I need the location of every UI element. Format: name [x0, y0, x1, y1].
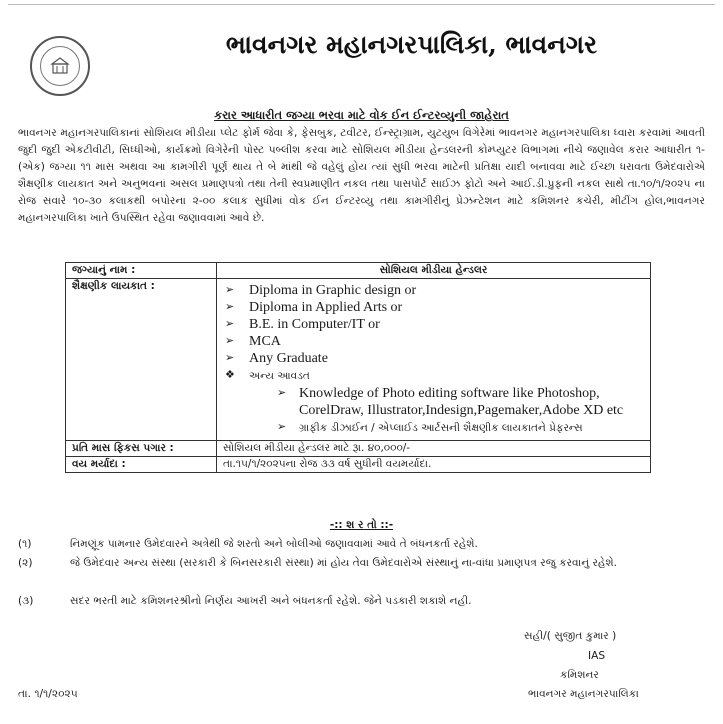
signature-designation: કમિશનર	[560, 669, 599, 681]
term-item	[18, 555, 705, 571]
arrow-bullet-icon: ➢	[225, 335, 235, 347]
term-text: નિમણૂંક પામનાર ઉમેદવારને અત્રેથી જે શરતો અને બોલીઓ જણાવવામાં આવે તે બંધનકર્તા રહેશે.	[70, 538, 478, 550]
top-divider	[8, 4, 715, 5]
term-number: (૩)	[18, 595, 34, 607]
table-row	[66, 457, 651, 473]
table-row	[66, 441, 651, 457]
term-item	[18, 536, 705, 552]
arrow-bullet-icon: ➢	[225, 284, 235, 296]
signature-name: સહી/( સુજીત કુમાર )	[524, 630, 617, 642]
post-name-value: સોશિયલ મીડીયા હેન્ડલર	[217, 263, 651, 279]
list-item: ➢ B.E. in Computer/IT or	[225, 317, 380, 332]
arrow-bullet-icon: ➢	[225, 352, 235, 364]
qualification-label: શૈક્ષણીક લાયકાત :	[66, 279, 217, 441]
diamond-bullet-icon: ❖	[225, 369, 235, 381]
list-item: ➢ Diploma in Graphic design or	[225, 283, 417, 298]
age-limit-value: તા.૧૫/૧/૨૦૨૫ના રોજ ૩૩ વર્ષ સુધીની વયમર્યાદા.	[217, 457, 651, 473]
arrow-bullet-icon: ➢	[277, 421, 287, 433]
list-item: ➢ Any Graduate	[225, 351, 328, 366]
salary-label: પ્રતિ માસ ફિકસ પગાર :	[66, 441, 217, 457]
list-item: ➢ MCA	[225, 334, 281, 349]
notice-body: ભાવનગર મહાનગરપાલિકાનાં સોશિયલ મીડીયા પ્લેટ ફોર્મ જેવા કે, ફેસબુક, ટવીટર, ઈન્સ્ટ્રાગ્રામ, યુટયુબ વિગેરેમાં ભાવનગર મહાનગરપાલિકા ધ્વારા કરવામાં આવતી જુદી જુદી એકટીવીટી, સિધ્ધીઓ, કાર્યક્રમો વિગેરેની પોસ્ટ પબ્લીશ કરવા માટે સોશિયલ મીડીયા હેન્ડલરની કોમ્પ્યુટર વિભાગમાં નીચે જણાવેલ કરાર આધારીત ૧-(એક) જગ્યા ૧૧ માસ અથવા આ કામગીરી પૂર્ણ થાય તે બે માંથી જે વહેલું હોય ત્યાં સુધી ભરવા માટેની પ્રતિક્ષા યાદી બનાવવા માટે ઈચ્છા ધરાવતા ઉમેદવારોએ શૈક્ષણીક લાયકાત અને અનુભવનાં અસલ પ્રમાણપત્રો તથા તેની સ્વપ્રમાણીત નકલ તથા પાસપોર્ટ સાઈઝ ફોટો અને આઈ.ડી.પ્રુફની નકલ સાથે તા.૧૦/૧/૨૦૨૫ ના રોજ સવારે ૧૦-૩૦ કલાકથી બપોરના ૨-૦૦ કલાક સુધીમાં વોક ઈન ઈન્ટરવ્યુ તથા કામગીરીનું પ્રેઝન્ટેશન માટે કમિશનર કચેરી, મીટીંગ હોલ,ભાવનગર મહાનગરપાલિકા ખાતે ઉપસ્થિત રહેવા જણાવવામાં આવે છે.	[18, 127, 705, 224]
term-text: જે ઉમેદવાર અન્ય સંસ્થા (સરકારી કે બિનસરકારી સંસ્થા) માં હોય તેવા ઉમેદવારોએ સંસ્થાનું ના-વાંધા પ્રમાણપત્ર રજુ કરવાનું રહેશે.	[70, 557, 618, 569]
notice-date: તા. ૧/૧/૨૦૨૫	[18, 688, 78, 700]
post-name-label: જગ્યાનું નામ :	[66, 263, 217, 279]
list-item: ➢ ગ્રાફીક ડીઝાઈન / એપ્લાઈડ આર્ટસની શૈક્ષણીક લાયકાતને પ્રેફરન્સ	[277, 421, 583, 434]
list-item: ➢ Knowledge of Photo editing software like Photoshop, CorelDraw, Illustrator,Indesign,Pagemaker,Adobe XD etc	[277, 386, 624, 418]
terms-heading: -:: શ ર તો ::-	[329, 519, 394, 531]
seal-emblem-icon	[40, 46, 80, 86]
table-row	[66, 279, 651, 441]
arrow-bullet-icon: ➢	[277, 387, 287, 399]
arrow-bullet-icon: ➢	[225, 318, 235, 330]
list-item: ❖ અન્ય આવડત ➢ Knowledge of Photo editing software like Photoshop, CorelDraw, Illustrator,Indesign,Pagemaker,Adobe XD etc ➢ ગ્રાફીક ડીઝાઈન / એપ્લાઈડ આર્ટસની શૈક્ષણીક લાયકાતને પ્રેફરન્સ	[223, 367, 644, 437]
recruitment-table	[65, 262, 651, 473]
skills-list	[249, 385, 644, 437]
page-title: ભાવનગર મહાનગરપાલિકા, ભાવનગર	[225, 30, 598, 59]
municipal-seal-logo	[30, 36, 90, 96]
qualification-cell	[217, 279, 651, 441]
signature-service: IAS	[588, 650, 606, 662]
term-number: (૨)	[18, 557, 33, 569]
arrow-bullet-icon: ➢	[225, 301, 235, 313]
signature-org: ભાવનગર મહાનગરપાલિકા	[528, 688, 639, 700]
list-item: ➢ Diploma in Applied Arts or	[225, 300, 403, 315]
salary-value: સોશિયલ મીડીયા હેન્ડલર માટે રૂા. ૪૦,૦૦૦/-	[217, 441, 651, 457]
term-text: સદર ભરતી માટે કમિશનરશ્રીનો નિર્ણય આખરી અને બંધનકર્તા રહેશે. જેને પડકારી શકાશે નહી.	[70, 595, 472, 607]
table-row	[66, 263, 651, 279]
age-limit-label: વય મર્યાદા :	[66, 457, 217, 473]
term-number: (૧)	[18, 538, 32, 550]
qualification-list	[223, 282, 644, 437]
term-item	[18, 593, 705, 609]
notice-subject: કરાર આધારીત જગ્યા ભરવા માટે વોક ઈન ઈન્ટરવ્યુની જાહેરાત	[214, 108, 509, 122]
